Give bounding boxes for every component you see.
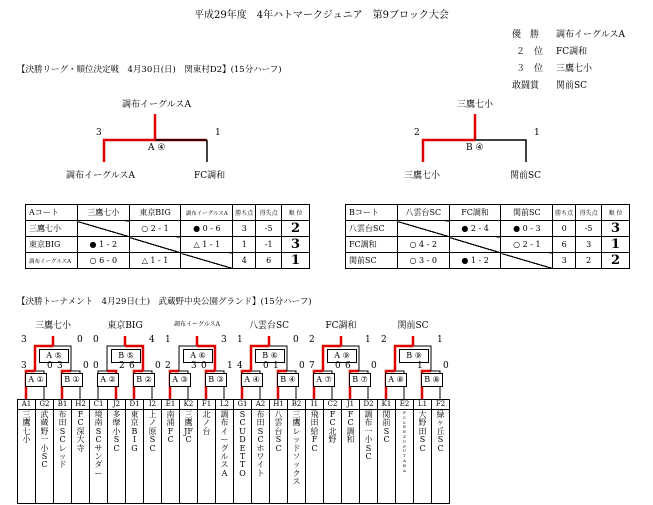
- team-name-cell: [306, 410, 324, 504]
- team-name: 東京BIG: [26, 237, 78, 253]
- tournament-team-table: [17, 399, 450, 504]
- team-name: 三鷹JFC: [184, 410, 193, 445]
- table-row: [346, 221, 630, 237]
- col-header: 調布イーグルスA: [181, 205, 233, 221]
- final-match: B ⑥: [255, 349, 285, 363]
- semi-score: 2: [119, 361, 125, 371]
- semi-score: 3: [57, 361, 63, 371]
- team-name-cell: [234, 410, 252, 504]
- final-score: 4: [149, 335, 155, 345]
- team-name: 布田SCレッド: [58, 410, 67, 470]
- team-code: J2: [108, 400, 126, 410]
- final-match: A ⑥: [183, 349, 213, 363]
- group-winner: 東京BIG: [107, 321, 143, 331]
- semi-score: 1: [227, 361, 233, 371]
- group-winner: 八雲台SC: [248, 321, 290, 331]
- bracket-score: 3: [96, 128, 102, 138]
- league-heading: 【決勝リーグ・順位決定戦 4月30日(日) 関東村D2】(15分ハーフ): [17, 65, 282, 75]
- match-result: △ 1 - 1: [129, 253, 181, 269]
- final-score: 1: [165, 335, 171, 345]
- rank: 2: [602, 253, 630, 269]
- semi-match: B ⑦: [349, 373, 371, 387]
- semi-score: 4: [237, 361, 243, 371]
- team-code: C1: [90, 400, 108, 410]
- self-cell: [181, 253, 233, 269]
- team-name: 調布一小SC: [364, 410, 373, 461]
- col-header: 得失点: [576, 205, 602, 221]
- team-code: F2: [432, 400, 450, 410]
- table-row: [346, 237, 630, 253]
- team-code: H1: [270, 400, 288, 410]
- goal-diff: 2: [576, 253, 602, 269]
- goal-diff: -5: [256, 221, 282, 237]
- bracket-score: 1: [215, 128, 221, 138]
- table-row: [26, 237, 310, 253]
- team-name-cell: [72, 410, 90, 504]
- bracket-score: 1: [534, 128, 540, 138]
- semi-match: B ①: [61, 373, 83, 387]
- team-name: 飛田給FC: [310, 410, 319, 453]
- semi-score: 6: [345, 361, 351, 371]
- col-header: 三鷹七小: [77, 205, 129, 221]
- table-row: [346, 253, 630, 269]
- team-name: FC深大寺: [76, 410, 85, 453]
- final-match: A ⑨: [327, 349, 357, 363]
- team-name-cell: [198, 410, 216, 504]
- final-score: 0: [93, 335, 99, 345]
- team-code: L1: [414, 400, 432, 410]
- match-result: ○ 2 - 1: [501, 237, 553, 253]
- team-name-cell: [126, 410, 144, 504]
- match-result: ● 0 - 3: [501, 221, 553, 237]
- semi-score: 0: [263, 361, 269, 371]
- semi-match: A ①: [25, 373, 47, 387]
- col-header: 順 位: [602, 205, 630, 221]
- col-header: Bコート: [346, 205, 398, 221]
- rank: 3: [282, 237, 310, 253]
- team-name: 大野田SC: [418, 410, 427, 453]
- semi-score: 0: [443, 361, 449, 371]
- team-code: K2: [180, 400, 198, 410]
- team-code: G2: [36, 400, 54, 410]
- col-header: 得失点: [256, 205, 282, 221]
- semi-score: 0: [335, 361, 341, 371]
- team-name-cell: [324, 410, 342, 504]
- col-header: 八雲台SC: [397, 205, 449, 221]
- rank: 1: [602, 237, 630, 253]
- team-name: 関前SC: [382, 410, 391, 445]
- group-winner: 調布イーグルスA: [174, 321, 220, 328]
- points: 3: [233, 221, 256, 237]
- table-row: [26, 221, 310, 237]
- team-code: I2: [144, 400, 162, 410]
- semi-score: 0: [83, 361, 89, 371]
- team-name-cell: [270, 410, 288, 504]
- points: 1: [233, 237, 256, 253]
- semi-score: 0: [299, 361, 305, 371]
- team-code: J1: [342, 400, 360, 410]
- table-row: [26, 253, 310, 269]
- semi-match: A ⑦: [313, 373, 335, 387]
- team-code: C2: [324, 400, 342, 410]
- team-name: 境南SCサンダー: [94, 410, 103, 478]
- team-name: 関前SC: [346, 253, 398, 269]
- final-match: A ⑤: [39, 349, 69, 363]
- semi-score: 0: [155, 361, 161, 371]
- team-name-cell: [342, 410, 360, 504]
- team-name: 布田SCホワイト: [256, 410, 265, 478]
- tournament-heading: 【決勝トーナメント 4月29日(土) 武蔵野中央公園グランド】(15分ハーフ): [17, 297, 312, 307]
- team-code: B1: [54, 400, 72, 410]
- semi-match: A ④: [241, 373, 263, 387]
- match-result: △ 1 - 1: [181, 237, 233, 253]
- semi-score: 6: [129, 361, 135, 371]
- bracket-winner: 三鷹七小: [457, 100, 494, 110]
- semi-match: B ②: [133, 373, 155, 387]
- semi-match: B ③: [205, 373, 227, 387]
- team-name: 三鷹七小: [22, 410, 31, 445]
- bracket-winner: 調布イーグルスA: [122, 100, 191, 110]
- match-result: ● 0 - 6: [181, 221, 233, 237]
- bracket-match: A ④: [148, 143, 166, 153]
- semi-score: 2: [165, 361, 171, 371]
- team-name-cell: [36, 410, 54, 504]
- final-score: 3: [221, 335, 227, 345]
- team-code: D1: [126, 400, 144, 410]
- match-result: ○ 2 - 1: [129, 221, 181, 237]
- result-label: ３ 位: [516, 64, 544, 74]
- final-score: 3: [21, 335, 27, 345]
- col-header: 勝ち点: [233, 205, 256, 221]
- col-header: Aコート: [26, 205, 78, 221]
- col-header: 順 位: [282, 205, 310, 221]
- points: 4: [233, 253, 256, 269]
- team-code: E1: [162, 400, 180, 410]
- match-result: ● 1 - 2: [77, 237, 129, 253]
- team-name: 南浦FC: [166, 410, 175, 445]
- semi-match: B ⑧: [421, 373, 443, 387]
- team-name-cell: [252, 410, 270, 504]
- team-name: 多摩小SC: [112, 410, 121, 453]
- team-name-cell: [180, 410, 198, 504]
- team-name: 三鷹レッドソックス: [292, 410, 301, 487]
- team-code: G1: [234, 400, 252, 410]
- result-label: 優 勝: [512, 30, 540, 40]
- team-name: 三鷹七小: [26, 221, 78, 237]
- col-header: 関前SC: [501, 205, 553, 221]
- self-cell: [129, 237, 181, 253]
- team-name-cell: [288, 410, 306, 504]
- group-winner: FC調和: [325, 321, 357, 331]
- semi-match: B ④: [277, 373, 299, 387]
- goal-diff: -1: [256, 237, 282, 253]
- final-score: 2: [381, 335, 387, 345]
- team-name: FC北野: [328, 410, 337, 445]
- match-result: ○ 3 - 0: [397, 253, 449, 269]
- team-name: 緑ヶ丘SC: [436, 410, 445, 453]
- col-header: 勝ち点: [553, 205, 576, 221]
- team-code: A1: [18, 400, 36, 410]
- match-result: ○ 6 - 0: [77, 253, 129, 269]
- points: 0: [553, 221, 576, 237]
- result-label: 敢闘賞: [512, 81, 540, 91]
- rank: 2: [282, 221, 310, 237]
- semi-score: 1: [417, 361, 423, 371]
- result-team: 関前SC: [556, 81, 588, 91]
- group-winner: 三鷹七小: [34, 321, 71, 331]
- col-header: 東京BIG: [129, 205, 181, 221]
- bracket-team: FC調和: [194, 171, 226, 181]
- team-name-cell: [432, 410, 450, 504]
- final-match: B ⑤: [111, 349, 141, 363]
- goal-diff: 6: [256, 253, 282, 269]
- team-code: L2: [216, 400, 234, 410]
- team-name: 武蔵野一小SC: [40, 410, 49, 470]
- semi-score: 3: [21, 361, 27, 371]
- bracket-team: 調布イーグルスA: [66, 171, 135, 181]
- rank: 3: [602, 221, 630, 237]
- points: 6: [553, 237, 576, 253]
- bracket-score: 2: [414, 128, 420, 138]
- team-name-cell: [144, 410, 162, 504]
- match-result: ○ 4 - 2: [397, 237, 449, 253]
- semi-score: 0: [47, 361, 53, 371]
- self-cell: [449, 237, 501, 253]
- final-score: 1: [437, 335, 443, 345]
- team-name-cell: [216, 410, 234, 504]
- semi-score: 1: [273, 361, 279, 371]
- final-score: 2: [309, 335, 315, 345]
- final-score: 0: [77, 335, 83, 345]
- self-cell: [397, 221, 449, 237]
- semi-match: A ③: [169, 373, 191, 387]
- team-name-cell: [54, 410, 72, 504]
- team-name-cell: [396, 410, 414, 504]
- team-code: I1: [306, 400, 324, 410]
- team-name: 調布イーグルスA: [220, 410, 229, 478]
- points: 3: [553, 253, 576, 269]
- team-code: B2: [288, 400, 306, 410]
- team-code: A2: [252, 400, 270, 410]
- final-match: B ⑨: [399, 349, 429, 363]
- team-code: K1: [378, 400, 396, 410]
- team-name: FC LEEZU FUTABA: [402, 410, 407, 473]
- team-name: 東京BIG: [130, 410, 139, 453]
- goal-diff: -5: [576, 221, 602, 237]
- team-name: 北ノ台: [202, 410, 211, 436]
- self-cell: [501, 253, 553, 269]
- league-table-a: [25, 204, 310, 269]
- final-score: 1: [365, 335, 371, 345]
- table-header: [346, 205, 630, 221]
- table-header: [26, 205, 310, 221]
- team-name-cell: [162, 410, 180, 504]
- league-table-b: [345, 204, 630, 269]
- result-label: ２ 位: [516, 47, 544, 57]
- match-result: ● 1 - 2: [449, 253, 501, 269]
- final-score: 1: [237, 335, 243, 345]
- result-team: 三鷹七小: [556, 64, 593, 74]
- col-header: FC調和: [449, 205, 501, 221]
- team-name-row: [18, 410, 450, 504]
- semi-score: 3: [191, 361, 197, 371]
- team-name: 上ノ原SC: [148, 410, 157, 453]
- semi-score: 7: [309, 361, 315, 371]
- team-name: SCUDETTO: [239, 410, 246, 478]
- team-name-cell: [360, 410, 378, 504]
- match-result: ● 2 - 4: [449, 221, 501, 237]
- team-name-cell: [18, 410, 36, 504]
- team-name: 調布イーグルスA: [26, 253, 78, 269]
- semi-match: A ②: [97, 373, 119, 387]
- bracket-team: 関前SC: [510, 171, 542, 181]
- result-team: FC調和: [556, 47, 588, 57]
- rank: 1: [282, 253, 310, 269]
- semi-score: 0: [201, 361, 207, 371]
- team-name: FC調和: [346, 237, 398, 253]
- bracket-match: B ④: [466, 143, 484, 153]
- team-code-row: [18, 400, 450, 410]
- team-name-cell: [414, 410, 432, 504]
- semi-score: 0: [93, 361, 99, 371]
- team-name-cell: [108, 410, 126, 504]
- team-code: F1: [198, 400, 216, 410]
- semi-score: 0: [371, 361, 377, 371]
- team-name-cell: [90, 410, 108, 504]
- result-team: 調布イーグルスA: [556, 30, 625, 40]
- page-title: 平成29年度 4年ハトマークジュニア 第9ブロック大会: [194, 10, 449, 21]
- team-name: FC調和: [346, 410, 355, 445]
- team-code: E2: [396, 400, 414, 410]
- team-code: H2: [72, 400, 90, 410]
- team-code: D2: [360, 400, 378, 410]
- team-name: 八雲台SC: [346, 221, 398, 237]
- team-name-cell: [378, 410, 396, 504]
- team-name: 八雲台SC: [274, 410, 283, 453]
- final-score: 0: [293, 335, 299, 345]
- semi-match: A ⑧: [385, 373, 407, 387]
- group-winner: 関前SC: [397, 321, 429, 331]
- goal-diff: 3: [576, 237, 602, 253]
- bracket-team: 三鷹七小: [404, 171, 441, 181]
- self-cell: [77, 221, 129, 237]
